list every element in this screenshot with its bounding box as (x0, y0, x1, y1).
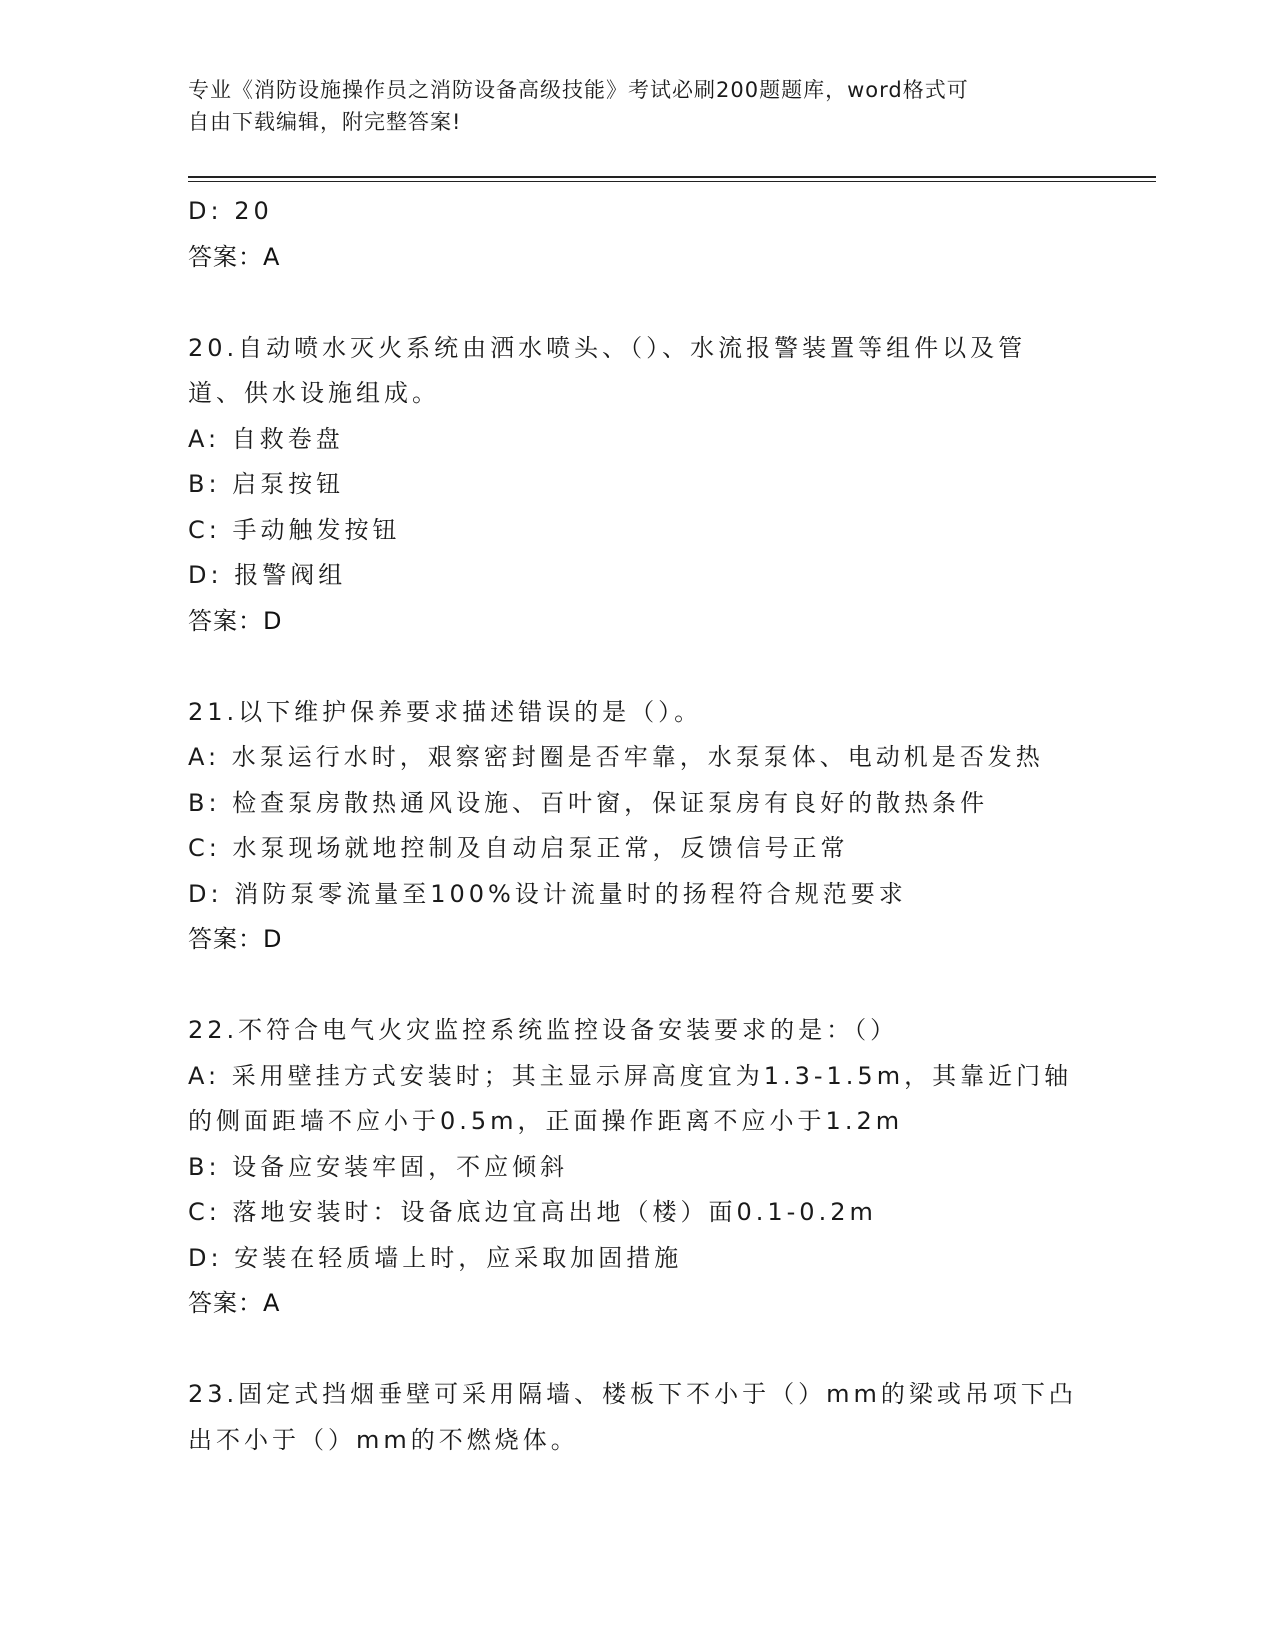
q22-answer: 答案：A (188, 1289, 281, 1317)
spacer (188, 963, 1088, 1009)
prev-answer: 答案：A (188, 242, 281, 271)
q23-stem-line-1: 23.固定式挡烟垂壁可采用隔墙、楼板下不小于（）mm的梁或吊项下凸 (188, 1380, 1077, 1408)
q23-stem-line-2: 出不小于（）mm的不燃烧体。 (188, 1425, 579, 1454)
q22-option-d: D: 安装在轻质墙上时，应采取加固措施 (188, 1243, 683, 1272)
q20-option-b: B: 启泵按钮 (188, 470, 345, 498)
q20-stem-line-2: 道、供水设施组成。 (188, 379, 440, 407)
header-line-1: 专业《消防设施操作员之消防设备高级技能》考试必刷200题题库，word格式可 (188, 78, 969, 102)
spacer (188, 280, 1088, 326)
q21-stem: 21.以下维护保养要求描述错误的是（）。 (188, 697, 703, 726)
q22-option-b: B: 设备应安装牢固，不应倾斜 (188, 1152, 569, 1181)
q22-option-a-line-2: 的侧面距墙不应小于0.5m，正面操作距离不应小于1.2m (188, 1107, 904, 1135)
q20-option-d: D: 报警阀组 (188, 561, 347, 589)
spacer (188, 1327, 1088, 1373)
q22-option-c: C: 落地安装时：设备底边宜高出地（楼）面0.1-0.2m (188, 1198, 877, 1226)
q21-option-b: B: 检查泵房散热通风设施、百叶窗，保证泵房有良好的散热条件 (188, 788, 989, 817)
q22-stem: 22.不符合电气火灾监控系统监控设备安装要求的是：（） (188, 1016, 899, 1044)
q20-option-c: C: 手动触发按钮 (188, 515, 401, 544)
q20-stem-line-1: 20.自动喷水灭火系统由洒水喷头、（）、水流报警装置等组件以及管 (188, 333, 1027, 362)
q21-option-a: A: 水泵运行水时，艰察密封圈是否牢靠，水泵泵体、电动机是否发热 (188, 743, 1044, 771)
q20-answer: 答案：D (188, 606, 283, 635)
header-rule-thin (188, 181, 1156, 182)
q20-option-a: A: 自救卷盘 (188, 424, 344, 453)
spacer (188, 644, 1088, 690)
header-line-2: 自由下载编辑，附完整答案! (188, 110, 462, 134)
q21-option-c: C: 水泵现场就地控制及自动启泵正常，反馈信号正常 (188, 834, 849, 862)
q21-answer: 答案：D (188, 925, 283, 953)
header-rule-thick (188, 176, 1156, 178)
question-list (188, 189, 1088, 1463)
q21-option-d: D: 消防泵零流量至100%设计流量时的扬程符合规范要求 (188, 879, 907, 908)
prev-option-d: D: 20 (188, 197, 273, 225)
q22-option-a-line-1: A: 采用壁挂方式安装时；其主显示屏高度宜为1.3-1.5m，其靠近门轴 (188, 1061, 1073, 1090)
page-header (188, 74, 1068, 138)
